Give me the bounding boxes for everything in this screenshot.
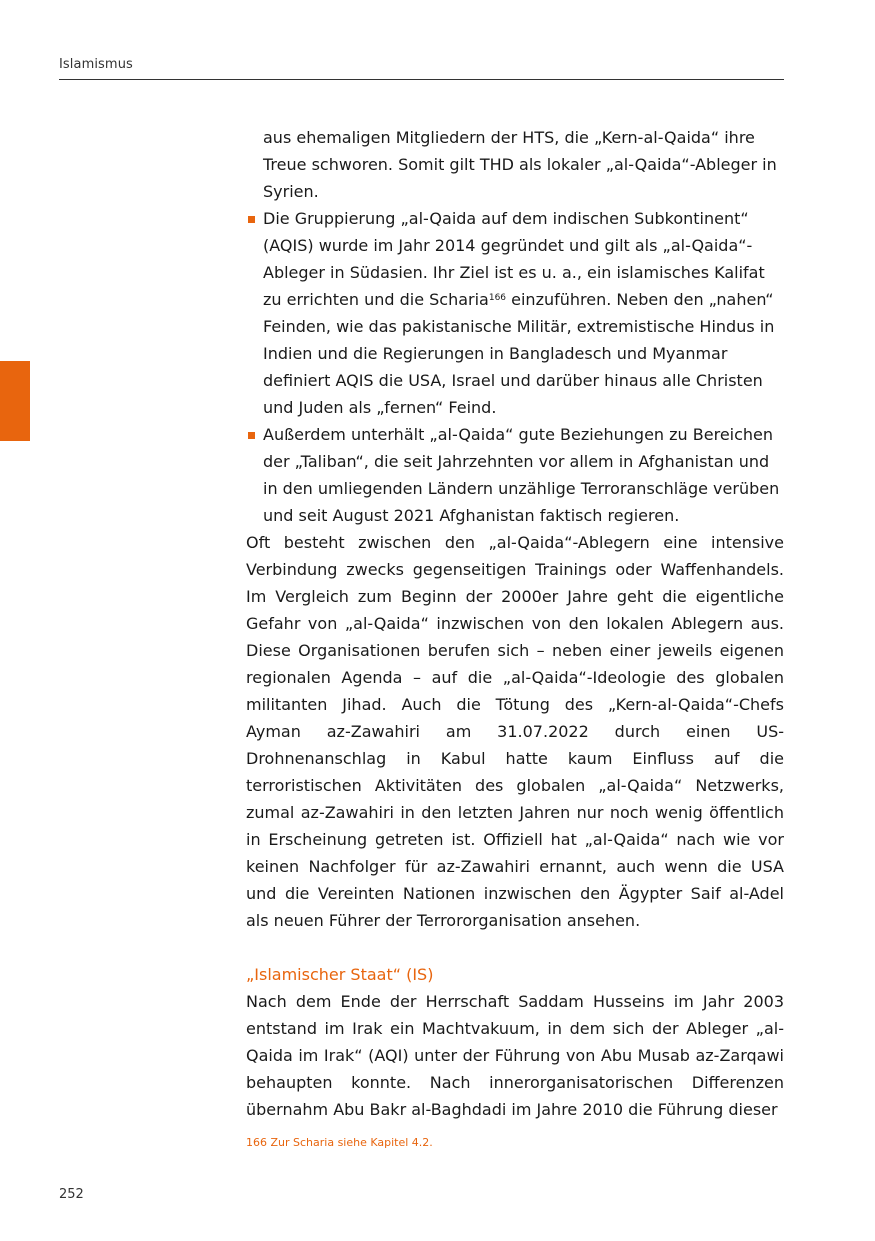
footnote-ref[interactable]: 166 [488, 293, 507, 303]
main-content [246, 124, 784, 1123]
bullet-item-taliban [246, 421, 784, 529]
paragraph-is: Nach dem Ende der Herrschaft Saddam Husseins im Jahr 2003 entstand im Irak ein Machtvakuum, in dem sich der Ableger „al-Qaida im Irak“ (AQI) unter der Führung von Abu Musab az-Zarqawi behaupten konnte. Nach innerorganisatorischen Differenzen übernahm Abu Bakr al-Baghdadi im Jahre 2010 die Führung dieser [246, 992, 784, 1119]
chapter-tab-marker [0, 361, 30, 441]
bullet-text: Außerdem unterhält „al-Qaida“ gute Beziehungen zu Bereichen der „Taliban“, die seit Jahrzehnten vor allem in Afghanistan und in den umliegenden Ländern unzählige Terroranschläge verüben und seit August 2021 Afghanistan faktisch regieren. [263, 425, 780, 525]
bullet-square-icon [248, 432, 255, 439]
bullet-text-before: Die Gruppierung „al-Qaida auf dem indischen Subkontinent“ (AQIS) wurde im Jahr 2014 gegründet und gilt als „al-Qaida“-Ableger in Südasien. Ihr Ziel ist es u. a., ein islamisches Kalifat zu errichten und die Scharia [263, 209, 765, 309]
section-heading: „Islamischer Staat“ (IS) [246, 965, 434, 984]
bullet-text-after: einzuführen. Neben den „nahen“ Feinden, wie das pakistanische Militär, extremistische Hindus in Indien und die Regierungen in Bangladesch und Myanmar definiert AQIS die USA, Israel und darüber hinaus alle Christen und Juden als „fernen“ Feind. [263, 290, 775, 417]
running-title: Islamismus [59, 57, 133, 72]
bullet-item-aqis [246, 205, 784, 421]
bullet-square-icon [248, 216, 255, 223]
paragraph-main: Oft besteht zwischen den „al-Qaida“-Ablegern eine intensive Verbindung zwecks gegenseitigen Trainings oder Waffenhandels. Im Vergleich zum Beginn der 2000er Jahre geht die eigentliche Gefahr von „al-Qaida“ inzwischen von den lokalen Ablegern aus. Diese Organisationen berufen sich – neben einer jeweils eigenen regionalen Agenda – auf die „al-Qaida“-Ideologie des globalen militanten Jihad. Auch die Tötung des „Kern-al-Qaida“-Chefs Ayman az-Zawahiri am 31.07.2022 durch einen US-Drohnenanschlag in Kabul hatte kaum Einfluss auf die terroristischen Aktivitäten des globalen „al-Qaida“ Netzwerks, zumal az-Zawahiri in den letzten Jahren nur noch wenig öffentlich in Erscheinung getreten ist. Offiziell hat „al-Qaida“ nach wie vor keinen Nachfolger für az-Zawahiri ernannt, auch wenn die USA und die Vereinten Nationen inzwischen den Ägypter Saif al-Adel als neuen Führer der Terrororganisation ansehen. [246, 533, 784, 930]
bullet-list [246, 205, 784, 529]
header-rule [59, 79, 784, 80]
footnote: 166 Zur Scharia siehe Kapitel 4.2. [246, 1136, 433, 1149]
continuation-text: aus ehemaligen Mitgliedern der HTS, die „Kern-al-Qaida“ ihre Treue schworen. Somit gilt THD als lokaler „al-Qaida“-Ableger in Syrien. [263, 128, 777, 201]
page-number: 252 [59, 1187, 84, 1202]
